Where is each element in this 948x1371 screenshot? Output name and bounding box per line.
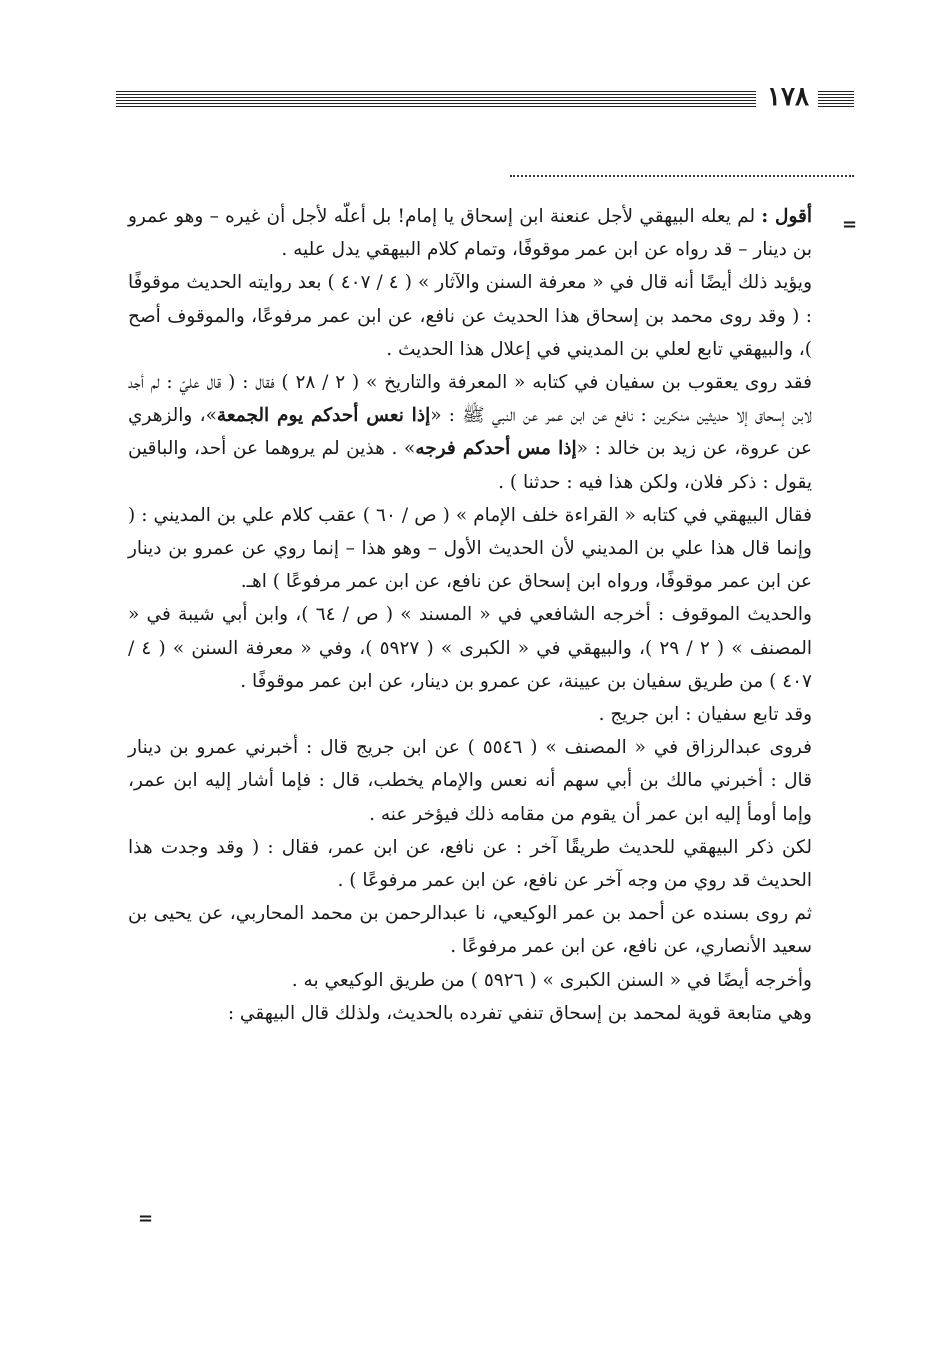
continuation-marker-bottom: = (138, 1208, 154, 1229)
paragraph-7: فروى عبدالرزاق في « المصنف » ( ٥٥٤٦ ) عن ابن جريج قال : أخبرني عمرو بن دينار قال : أخبرني مالك بن أبي سهم أنه نعس والإمام يخطب، قال : فإما أشار إليه ابن عمر، وإما أومأ إليه ابن عمر أن يقوم من مقامه ذلك فيؤخر عنه . (128, 737, 812, 825)
paragraph-11: وهي متابعة قوية لمحمد بن إسحاق تنفي تفرده بالحديث، ولذلك قال البيهقي : (227, 1002, 812, 1024)
paragraph-2: ويؤيد ذلك أيضًا أنه قال في « معرفة السنن والآثار » ( ٤ / ٤٠٧ ) بعد روايته الحديث موقوفًا : ( وقد روى محمد بن إسحاق هذا الحديث عن نافع، عن ابن عمر مرفوعًا، والموقوف أصح )، والبيهقي تابع لعلي بن المديني في إعلال هذا الحديث . (128, 272, 812, 360)
paragraph-1 (128, 200, 812, 266)
paragraph-8: لكن ذكر البيهقي للحديث طريقًا آخر : عن نافع، عن ابن عمر، فقال : ( وقد وجدت هذا الحديث قد روي من وجه آخر عن نافع، عن ابن عمر مرفوعًا ) . (128, 836, 812, 892)
hadith-quote-2: إذا مس أحدكم فرجه (415, 438, 577, 460)
paragraph-text: » . هذين لم يروهما عن أحد، والباقين يقول : ذكر فلان، ولكن هذا فيه : حدثنا ) . (128, 438, 812, 493)
paragraph-6: وقد تابع سفيان : ابن جريج . (598, 704, 812, 726)
paragraph-lead: أقول : (761, 206, 812, 227)
paragraph-text: لم يعله البيهقي لأجل عنعنة ابن إسحاق يا إمام! بل أعلّه لأجل أن غيره – وهو عمرو بن دينار – قد رواه عن ابن عمر موقوفًا، وتمام كلام البيهقي يدل عليه . (128, 206, 812, 261)
paragraph-10: وأخرجه أيضًا في « السنن الكبرى » ( ٥٩٢٦ ) من طريق الوكيعي به . (291, 969, 812, 991)
body-text (128, 200, 812, 1030)
paragraph-text: »، والزهري عن عروة، عن زيد بن خالد : « (128, 405, 812, 460)
page-number: ١٧٨ (767, 82, 809, 112)
paragraph-4: فقال البيهقي في كتابه « القراءة خلف الإمام » ( ص / ٦٠ ) عقب كلام علي بن المديني : ( وإنما قال هذا علي بن المديني لأن الحديث الأول – وهو هذا – إنما روي عن عمرو بن دينار عن ابن عمر موقوفًا، ورواه ابن إسحاق عن نافع، عن ابن عمر مرفوعًا ) اهـ. (128, 504, 812, 593)
header-rule (116, 91, 756, 107)
dotted-separator (510, 175, 854, 177)
header-rule-short (818, 91, 854, 107)
hadith-quote-1: إذا نعس أحدكم يوم الجمعة (216, 405, 431, 427)
paragraph-9: ثم روى بسنده عن أحمد بن عمر الوكيعي، نا عبدالرحمن بن محمد المحاربي، عن يحيى بن سعيد الأنصاري، عن نافع، عن ابن عمر مرفوعًا . (128, 903, 812, 958)
paragraph-3 (128, 366, 812, 499)
paragraph-text: فقد روى يعقوب بن سفيان في كتابه « المعرفة والتاريخ » ( ٢ / ٢٨ ) فقال : ( قال عليّ : لم أجد لابن إسحاق إلا حديثين منكرين : نافع عن ابن عمر عن النبي ﷺ : « (128, 372, 812, 427)
continuation-marker-top: = (842, 214, 858, 235)
paragraph-5: والحديث الموقوف : أخرجه الشافعي في « المسند » ( ص / ٦٤ )، وابن أبي شيبة في « المصنف » ( ٢ / ٢٩ )، والبيهقي في « الكبرى » ( ٥٩٢٧ )، وفي « معرفة السنن » ( ٤ / ٤٠٧ ) من طريق سفيان بن عيينة، عن عمرو بن دينار، عن ابن عمر موقوفًا . (128, 604, 813, 692)
